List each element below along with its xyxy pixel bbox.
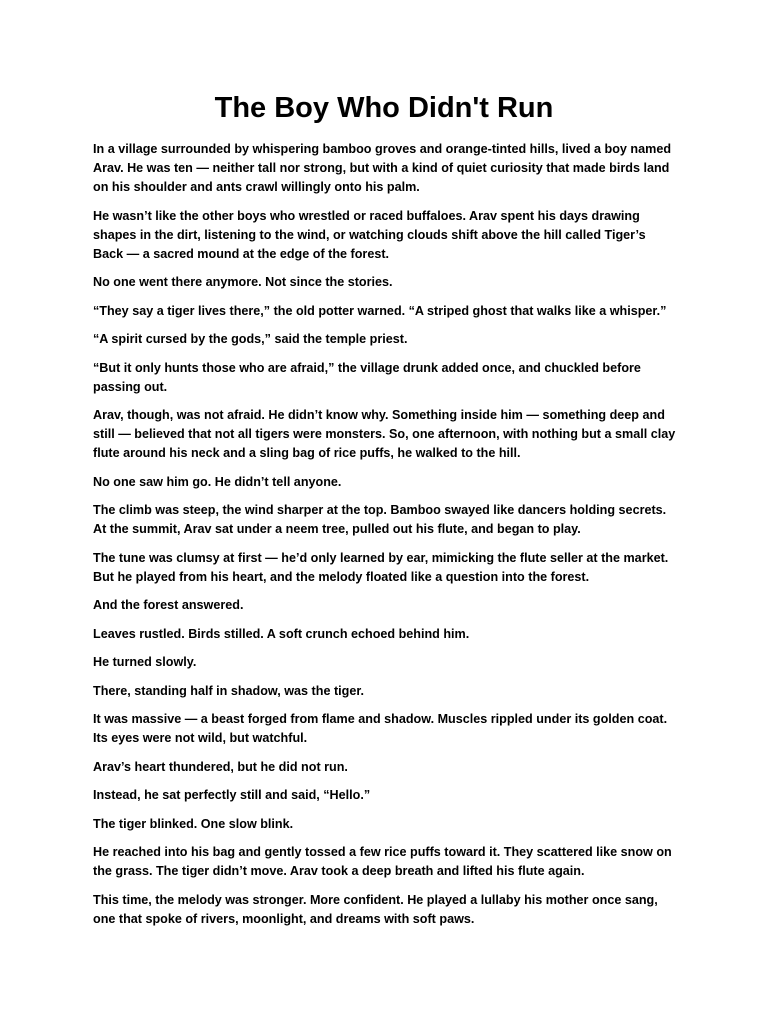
paragraph: And the forest answered. bbox=[93, 598, 244, 612]
paragraph: The climb was steep, the wind sharper at the top. Bamboo swayed like dancers holding secrets. At the summit, Arav sat under a neem tree, pulled out his flute, and began to play. bbox=[93, 503, 667, 536]
paragraph: No one saw him go. He didn’t tell anyone. bbox=[93, 474, 342, 489]
paragraph: Arav’s heart thundered, but he did not run. bbox=[93, 759, 348, 774]
paragraph: He wasn’t like the other boys who wrestled or raced buffaloes. Arav spent his days drawing shapes in the dirt, listening to the wind, or watching clouds shift above the hill called Tiger’s Back — a sacred mound at the edge of the forest. bbox=[93, 208, 646, 261]
paragraph: He reached into his bag and gently tossed a few rice puffs toward it. They scattered like snow on the grass. The tiger didn’t move. Arav took a deep breath and lifted his flute again. bbox=[93, 845, 672, 878]
paragraph: The tiger blinked. One slow blink. bbox=[93, 816, 294, 831]
paragraph: In a village surrounded by whispering bamboo groves and orange-tinted hills, lived a boy named Arav. He was ten — neither tall nor strong, but with a kind of quiet curiosity that made birds land on his shoulder and ants crawl willingly onto his palm. bbox=[93, 142, 672, 194]
paragraph: “A spirit cursed by the gods,” said the temple priest. bbox=[93, 332, 408, 346]
story-body bbox=[93, 140, 679, 938]
paragraph: He turned slowly. bbox=[93, 655, 197, 669]
document-title: The Boy Who Didn't Run bbox=[214, 92, 554, 124]
paragraph: There, standing half in shadow, was the tiger. bbox=[93, 683, 365, 698]
paragraph: The tune was clumsy at first — he’d only learned by ear, mimicking the flute seller at the market. But he played from his heart, and the melody floated like a question into the forest. bbox=[93, 550, 669, 584]
paragraph: Instead, he sat perfectly still and said, “Hello.” bbox=[93, 788, 371, 802]
paragraph: This time, the melody was stronger. More confident. He played a lullaby his mother once sang, one that spoke of rivers, moonlight, and dreams with soft paws. bbox=[93, 892, 658, 926]
paragraph: “They say a tiger lives there,” the old potter warned. “A striped ghost that walks like a whisper.” bbox=[93, 303, 667, 318]
paragraph: It was massive — a beast forged from flame and shadow. Muscles rippled under its golden coat. Its eyes were not wild, but watchful. bbox=[93, 712, 668, 745]
paragraph: No one went there anymore. Not since the stories. bbox=[93, 275, 393, 289]
paragraph: “But it only hunts those who are afraid,” the village drunk added once, and chuckled before passing out. bbox=[93, 360, 641, 394]
paragraph: Leaves rustled. Birds stilled. A soft crunch echoed behind him. bbox=[93, 626, 470, 641]
paragraph: Arav, though, was not afraid. He didn’t know why. Something inside him — something deep and still — believed that not all tigers were monsters. So, one afternoon, with nothing but a small clay flute around his neck and a sling bag of rice puffs, he walked to the hill. bbox=[93, 408, 676, 460]
